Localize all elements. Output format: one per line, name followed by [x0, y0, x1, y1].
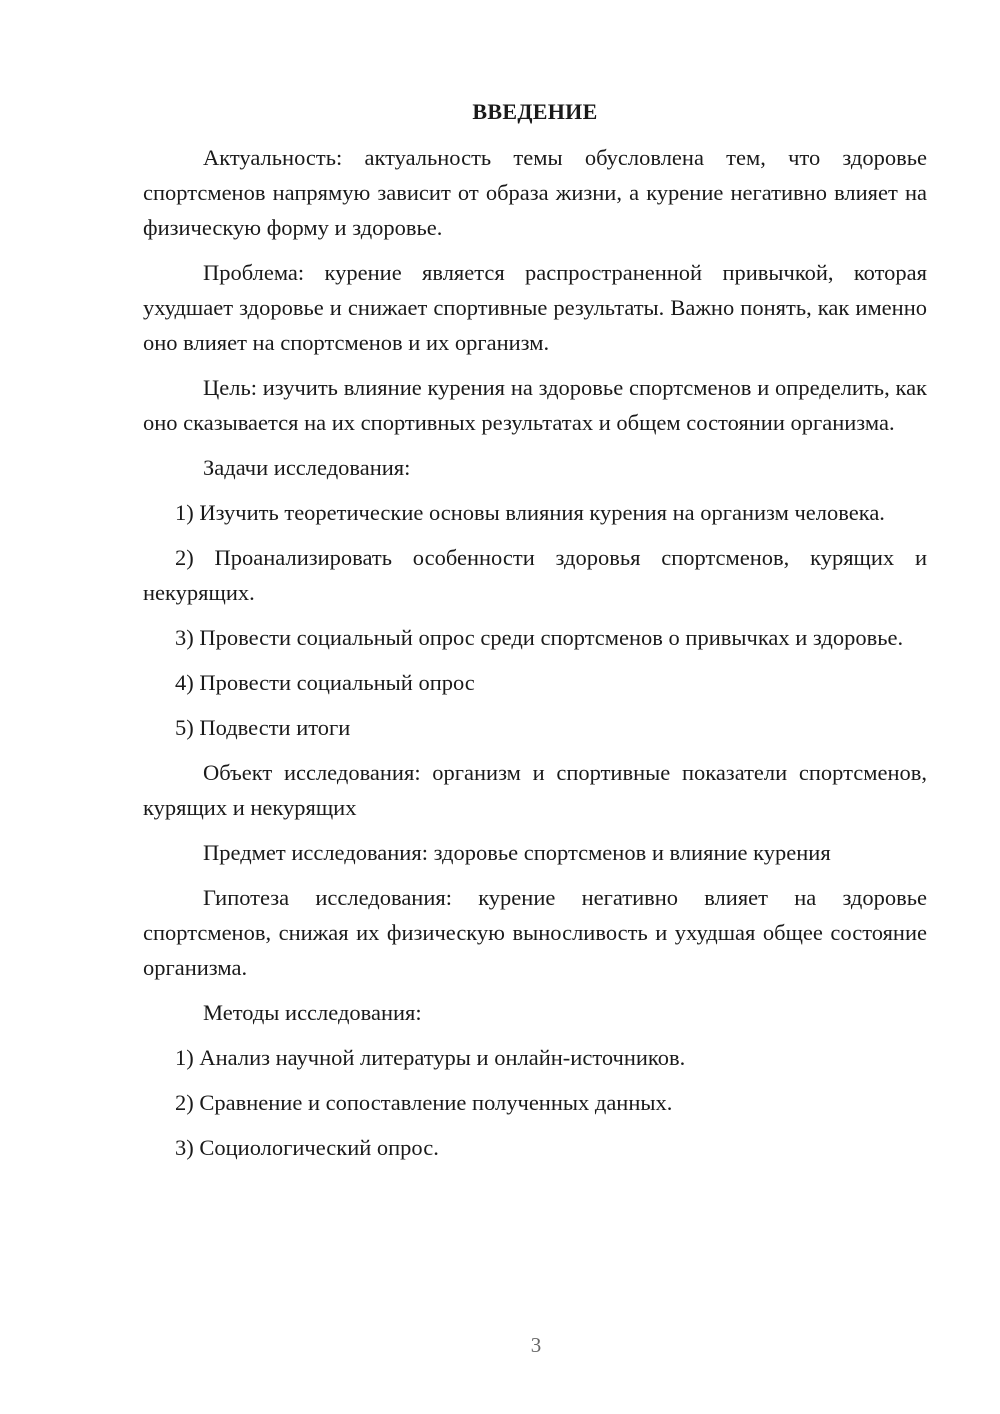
goal-paragraph: Цель: изучить влияние курения на здоровье спортсменов и определить, как оно сказывается на их спортивных результатах и общем состоянии организма. [143, 375, 927, 435]
problem-paragraph: Проблема: курение является распространенной привычкой, которая ухудшает здоровье и снижает спортивные результаты. Важно понять, как именно оно влияет на спортсменов и их организм. [143, 260, 927, 355]
tasks-heading: Задачи исследования: [203, 455, 411, 480]
task-item-4: 4) Провести социальный опрос [175, 670, 475, 695]
relevance-paragraph: Актуальность: актуальность темы обусловлена тем, что здоровье спортсменов напрямую зависит от образа жизни, а курение негативно влияет на физическую форму и здоровье. [143, 145, 927, 240]
task-item-2: 2) Проанализировать особенности здоровья спортсменов, курящих и некурящих. [143, 545, 927, 605]
hypothesis-paragraph: Гипотеза исследования: курение негативно влияет на здоровье спортсменов, снижая их физическую выносливость и ухудшая общее состояние организма. [143, 885, 927, 980]
method-item-1: 1) Анализ научной литературы и онлайн-источников. [175, 1045, 686, 1070]
page-number: 3 [530, 1333, 542, 1357]
method-item-2: 2) Сравнение и сопоставление полученных данных. [175, 1090, 673, 1115]
subject-paragraph: Предмет исследования: здоровье спортсменов и влияние курения [203, 840, 831, 865]
object-paragraph: Объект исследования: организм и спортивные показатели спортсменов, курящих и некурящих [143, 760, 927, 820]
task-item-1: 1) Изучить теоретические основы влияния курения на организм человека. [175, 500, 885, 525]
method-item-3: 3) Социологический опрос. [175, 1135, 439, 1160]
methods-heading: Методы исследования: [203, 1000, 422, 1025]
task-item-5: 5) Подвести итоги [175, 715, 351, 740]
page-title: ВВЕДЕНИЕ [472, 99, 598, 124]
document-content [143, 94, 927, 1175]
task-item-3: 3) Провести социальный опрос среди спортсменов о привычках и здоровье. [175, 625, 904, 650]
